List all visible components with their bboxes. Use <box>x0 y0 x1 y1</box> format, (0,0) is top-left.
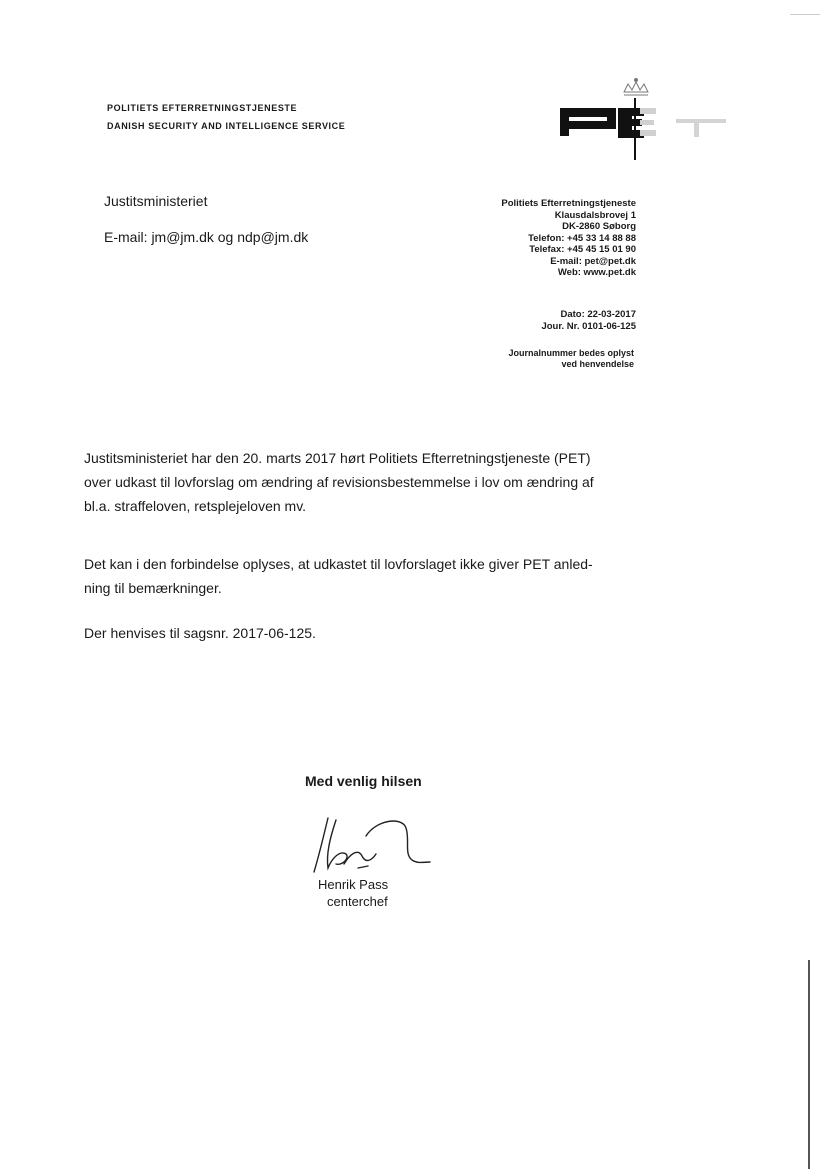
logo-divider <box>634 98 636 160</box>
signer-title: centerchef <box>327 894 388 909</box>
body-paragraph-1 <box>84 446 654 518</box>
paragraph-line: Der henvises til sagsnr. 2017-06-125. <box>84 625 316 641</box>
scan-edge-line <box>808 960 810 1169</box>
crown-icon <box>624 79 648 96</box>
sender-line: Klausdalsbrovej 1 <box>554 209 636 221</box>
logo-letter-p <box>560 108 616 136</box>
sender-line: Politiets Efterretningstjeneste <box>501 198 636 209</box>
closing-greeting: Med venlig hilsen <box>305 773 422 789</box>
body-paragraph-2 <box>84 552 654 600</box>
sender-line: E-mail: pet@pet.dk <box>550 255 636 267</box>
sender-line: DK-2860 Søborg <box>562 221 636 232</box>
paragraph-line: ning til bemærkninger. <box>84 580 222 596</box>
sender-address <box>501 198 636 279</box>
signer-block <box>318 876 388 910</box>
letter-date: Dato: 22-03-2017 <box>560 309 636 320</box>
journal-note-line: Journalnummer bedes oplyst <box>508 348 634 358</box>
sender-line: Web: www.pet.dk <box>557 267 636 278</box>
paragraph-line: bl.a. straffeloven, retsplejeloven mv. <box>84 498 307 514</box>
sender-line: Telefax: +45 45 15 01 90 <box>529 244 636 255</box>
journal-note-line: ved henvendelse <box>561 359 634 369</box>
org-name-danish: POLITIETS EFTERRETNINGSTJENESTE <box>107 103 298 113</box>
pet-logo <box>558 78 728 168</box>
scan-mark-top <box>790 14 820 15</box>
journal-note <box>508 348 634 370</box>
journal-number: Jour. Nr. 0101-06-125 <box>541 320 636 332</box>
handwritten-signature <box>306 814 436 884</box>
paragraph-line: Justitsministeriet har den 20. marts 2017 hørt Politiets Efterretningstjeneste (PET) <box>84 450 591 466</box>
recipient-email: E-mail: jm@jm.dk og ndp@jm.dk <box>104 229 309 245</box>
sender-line: Telefon: +45 33 14 88 88 <box>528 232 636 244</box>
logo-faded-e <box>640 108 656 136</box>
logo-faded-t <box>676 119 726 137</box>
recipient-name: Justitsministeriet <box>104 193 208 209</box>
paragraph-line: Det kan i den forbindelse oplyses, at udkastet til lovforslaget ikke giver PET anled- <box>84 556 593 572</box>
signer-name: Henrik Pass <box>318 877 389 892</box>
body-paragraph-3 <box>84 621 654 645</box>
paragraph-line: over udkast til lovforslag om ændring af revisionsbestemmelse i lov om ændring af <box>84 474 594 490</box>
letter-meta <box>541 309 636 332</box>
org-name-english: DANISH SECURITY AND INTELLIGENCE SERVICE <box>107 121 346 131</box>
